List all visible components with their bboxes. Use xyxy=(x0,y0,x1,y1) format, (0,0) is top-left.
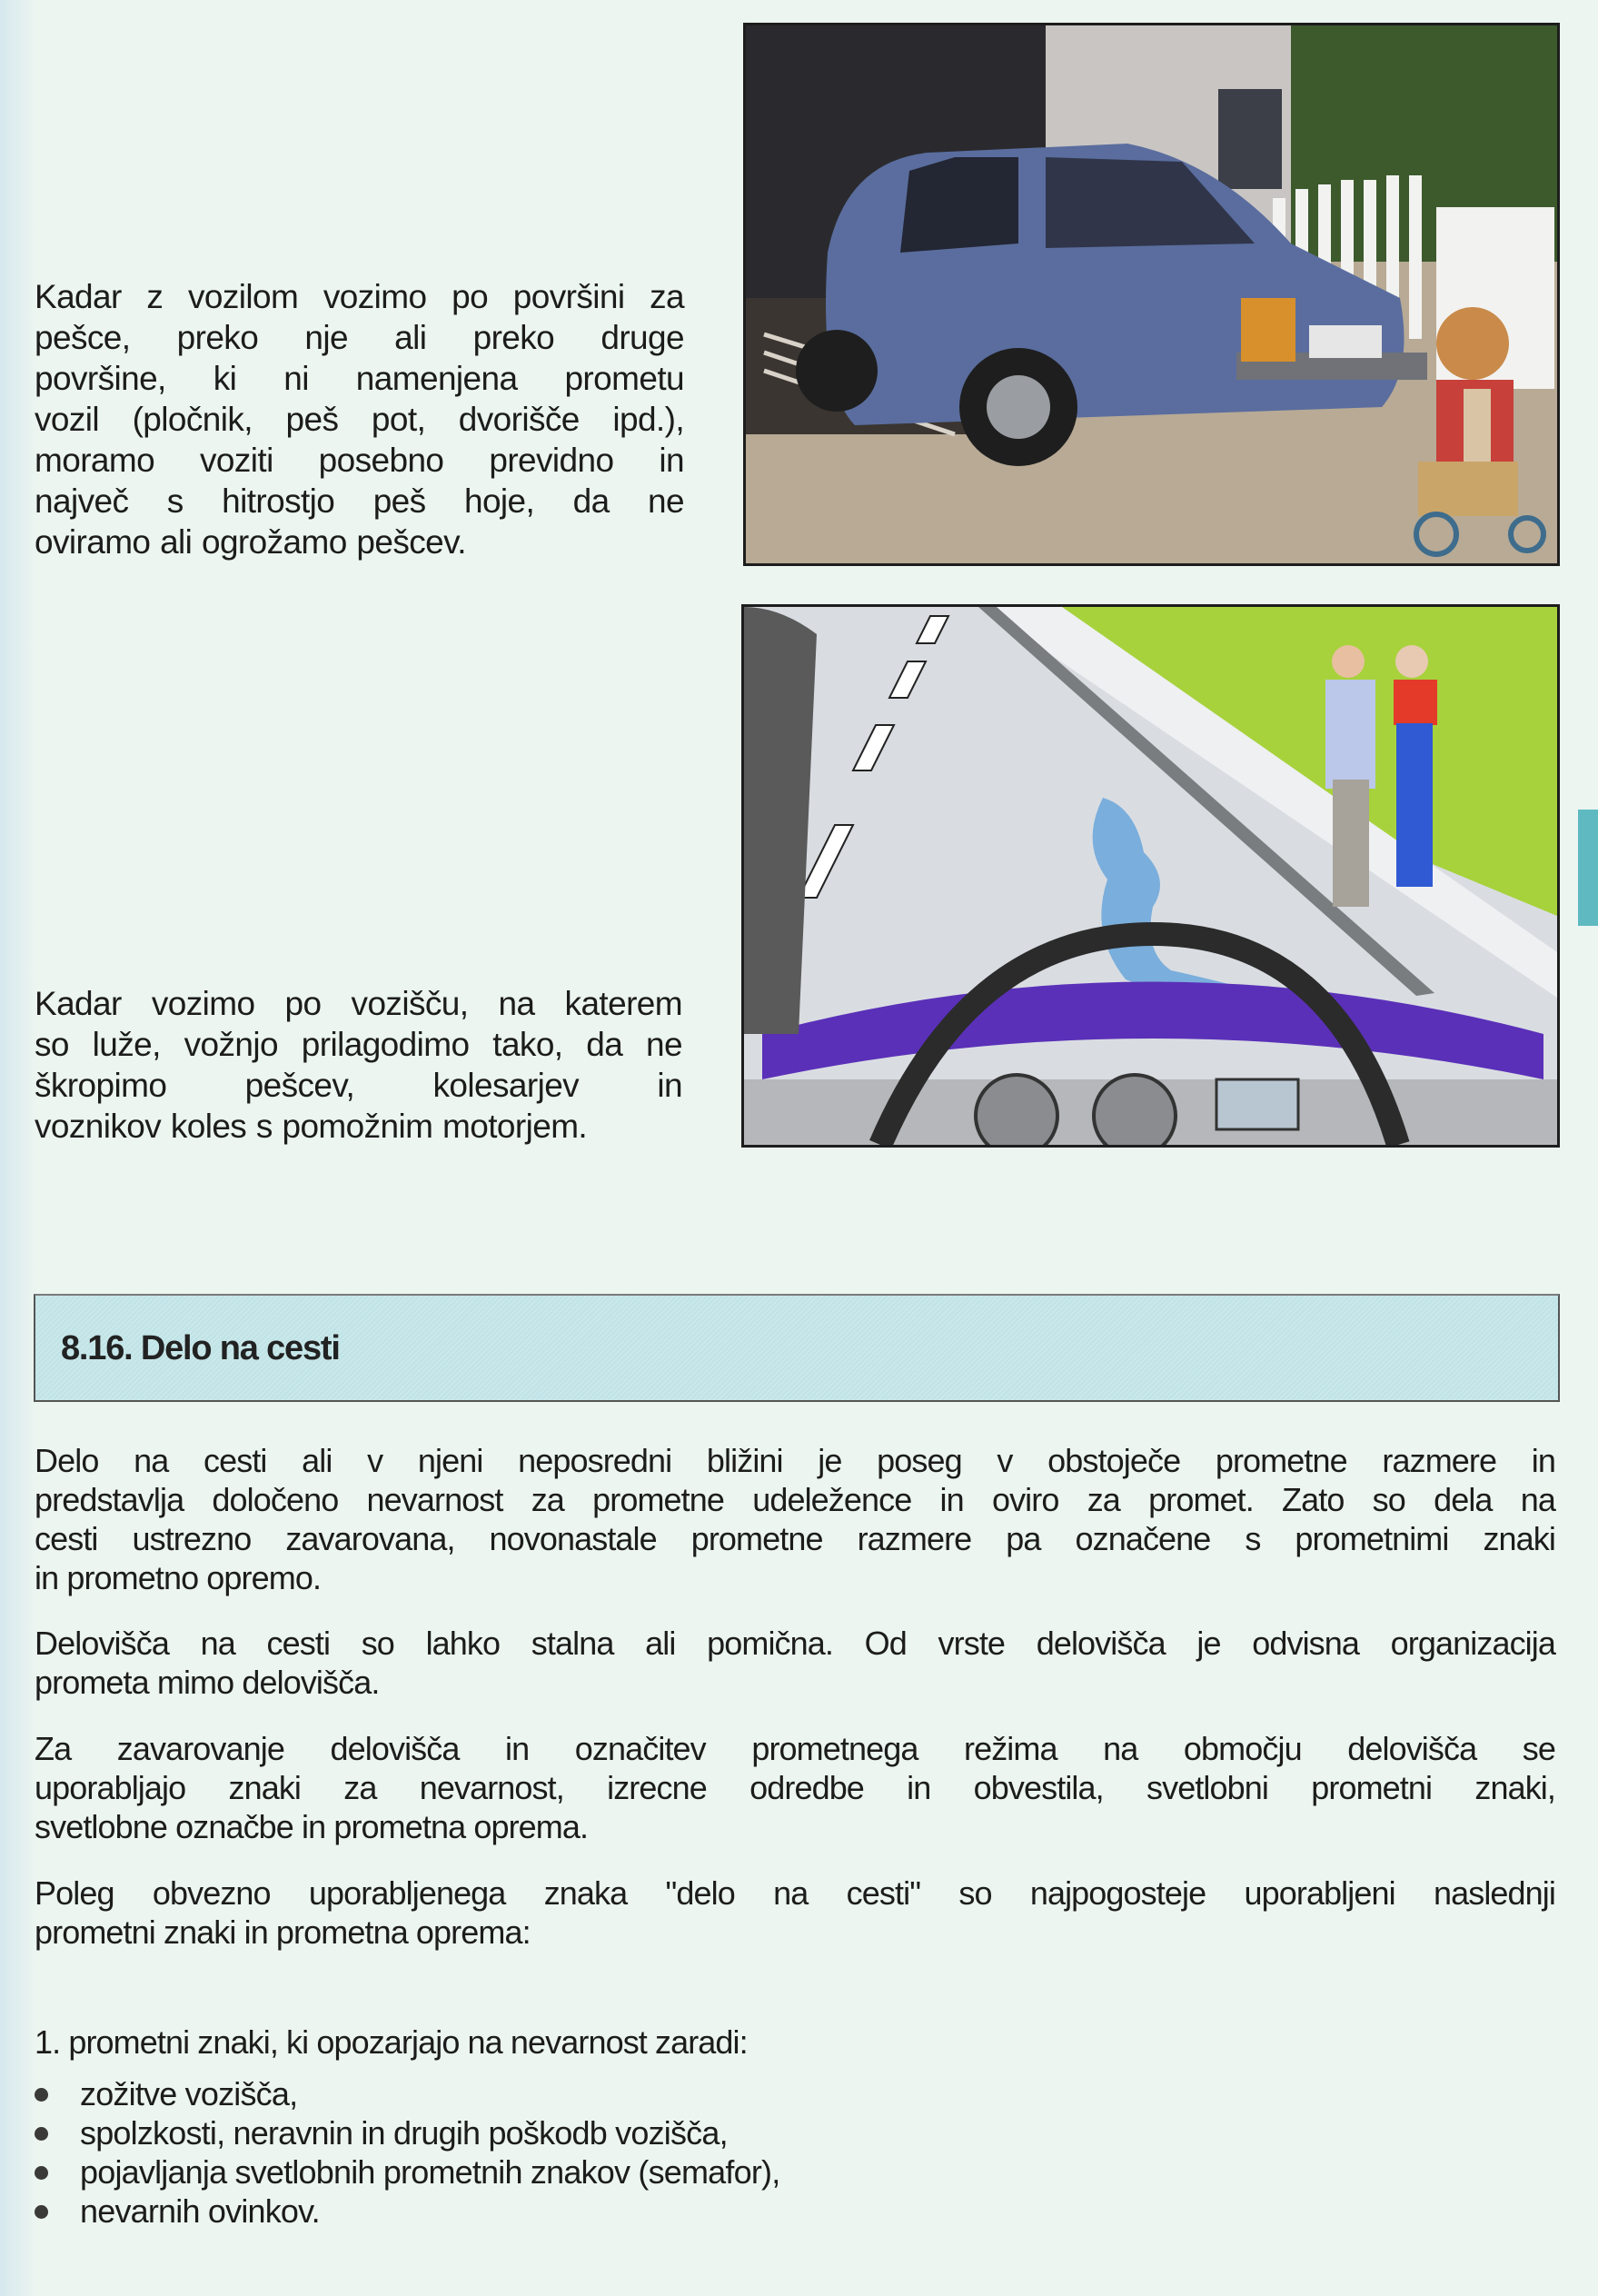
bullet-icon xyxy=(35,2127,48,2141)
text-line: vozil (pločnik, peš pot, dvorišče ipd.), xyxy=(35,401,684,438)
text-line: in prometno opremo. xyxy=(35,1559,322,1596)
bullet-icon xyxy=(35,2166,48,2180)
section-header xyxy=(34,1294,1560,1402)
section-title: 8.16. Delo na cesti xyxy=(61,1329,340,1367)
list-heading xyxy=(35,2023,1555,2062)
chapter-tab-marker xyxy=(1578,810,1598,926)
text-line: prometni znaki in prometna oprema: xyxy=(35,1913,531,1951)
photo-car-and-child xyxy=(743,23,1560,566)
text-line: 1. prometni znaki, ki opozarjajo na nevarnost zaradi: xyxy=(35,2023,748,2061)
list-item xyxy=(0,2152,999,2192)
list-item-text: nevarnih ovinkov. xyxy=(80,2192,320,2230)
list-item-text: pojavljanja svetlobnih prometnih znakov (semafor), xyxy=(80,2153,780,2191)
text-line: voznikov koles s pomožnim motorjem. xyxy=(35,1108,588,1145)
text-line: škropimo pešcev, kolesarjev in xyxy=(35,1067,682,1104)
list-item xyxy=(0,2113,999,2152)
page-edge-shading xyxy=(0,0,36,2296)
paragraph-worksite-types xyxy=(35,1624,1555,1702)
list-item-text: spolzkosti, neravnin in drugih poškodb vozišča, xyxy=(80,2114,728,2152)
windshield-illustration xyxy=(744,607,1557,1145)
hazard-bullet-list xyxy=(0,2074,999,2231)
paragraph-puddles xyxy=(35,983,682,1147)
bullet-icon xyxy=(35,2088,48,2102)
text-line: uporabljajo znaki za nevarnost, izrecne odredbe in obvestila, svetlobni prometni znaki, xyxy=(35,1769,1555,1806)
text-line: največ s hitrostjo peš hoje, da ne xyxy=(35,482,684,520)
illustration-puddle-pedestrians xyxy=(741,604,1560,1148)
text-line: Kadar vozimo po vozišču, na katerem xyxy=(35,985,682,1022)
text-line: prometa mimo delovišča. xyxy=(35,1664,380,1701)
text-line: so luže, vožnjo prilagodimo tako, da ne xyxy=(35,1026,682,1063)
text-line: oviramo ali ogrožamo pešcev. xyxy=(35,523,466,561)
paragraph-signs-intro xyxy=(35,1874,1555,1952)
paragraph-road-works-intro xyxy=(35,1441,1555,1597)
text-line: Za zavarovanje delovišča in označitev prometnega režima na območju delovišča se xyxy=(35,1730,1555,1767)
bullet-icon xyxy=(35,2205,48,2219)
list-item xyxy=(0,2074,999,2113)
paragraph-worksite-protection xyxy=(35,1729,1555,1846)
text-line: predstavlja določeno nevarnost za prometne udeležence in oviro za promet. Zato so dela na xyxy=(35,1481,1555,1518)
paragraph-pedestrian-surface xyxy=(35,276,684,562)
car-photo-illustration xyxy=(746,25,1557,563)
text-line: površine, ki ni namenjena prometu xyxy=(35,360,684,397)
pedestrian-woman xyxy=(1394,645,1437,887)
list-item xyxy=(0,2192,999,2231)
text-line: pešce, preko nje ali preko druge xyxy=(35,319,684,356)
text-line: Delo na cesti ali v njeni neposredni bližini je poseg v obstoječe prometne razmere in xyxy=(35,1442,1555,1479)
text-line: moramo voziti posebno previdno in xyxy=(35,442,684,479)
text-line: Kadar z vozilom vozimo po površini za xyxy=(35,278,684,315)
pedestrian-man xyxy=(1325,645,1375,907)
text-line: cesti ustrezno zavarovana, novonastale prometne razmere pa označene s prometnimi znaki xyxy=(35,1520,1555,1557)
list-item-text: zožitve vozišča, xyxy=(80,2075,298,2112)
text-line: Delovišča na cesti so lahko stalna ali pomična. Od vrste delovišča je odvisna organizacija xyxy=(35,1625,1555,1662)
text-line: Poleg obvezno uporabljenega znaka "delo na cesti" so najpogosteje uporabljeni naslednji xyxy=(35,1874,1555,1912)
text-line: svetlobne označbe in prometna oprema. xyxy=(35,1808,589,1845)
